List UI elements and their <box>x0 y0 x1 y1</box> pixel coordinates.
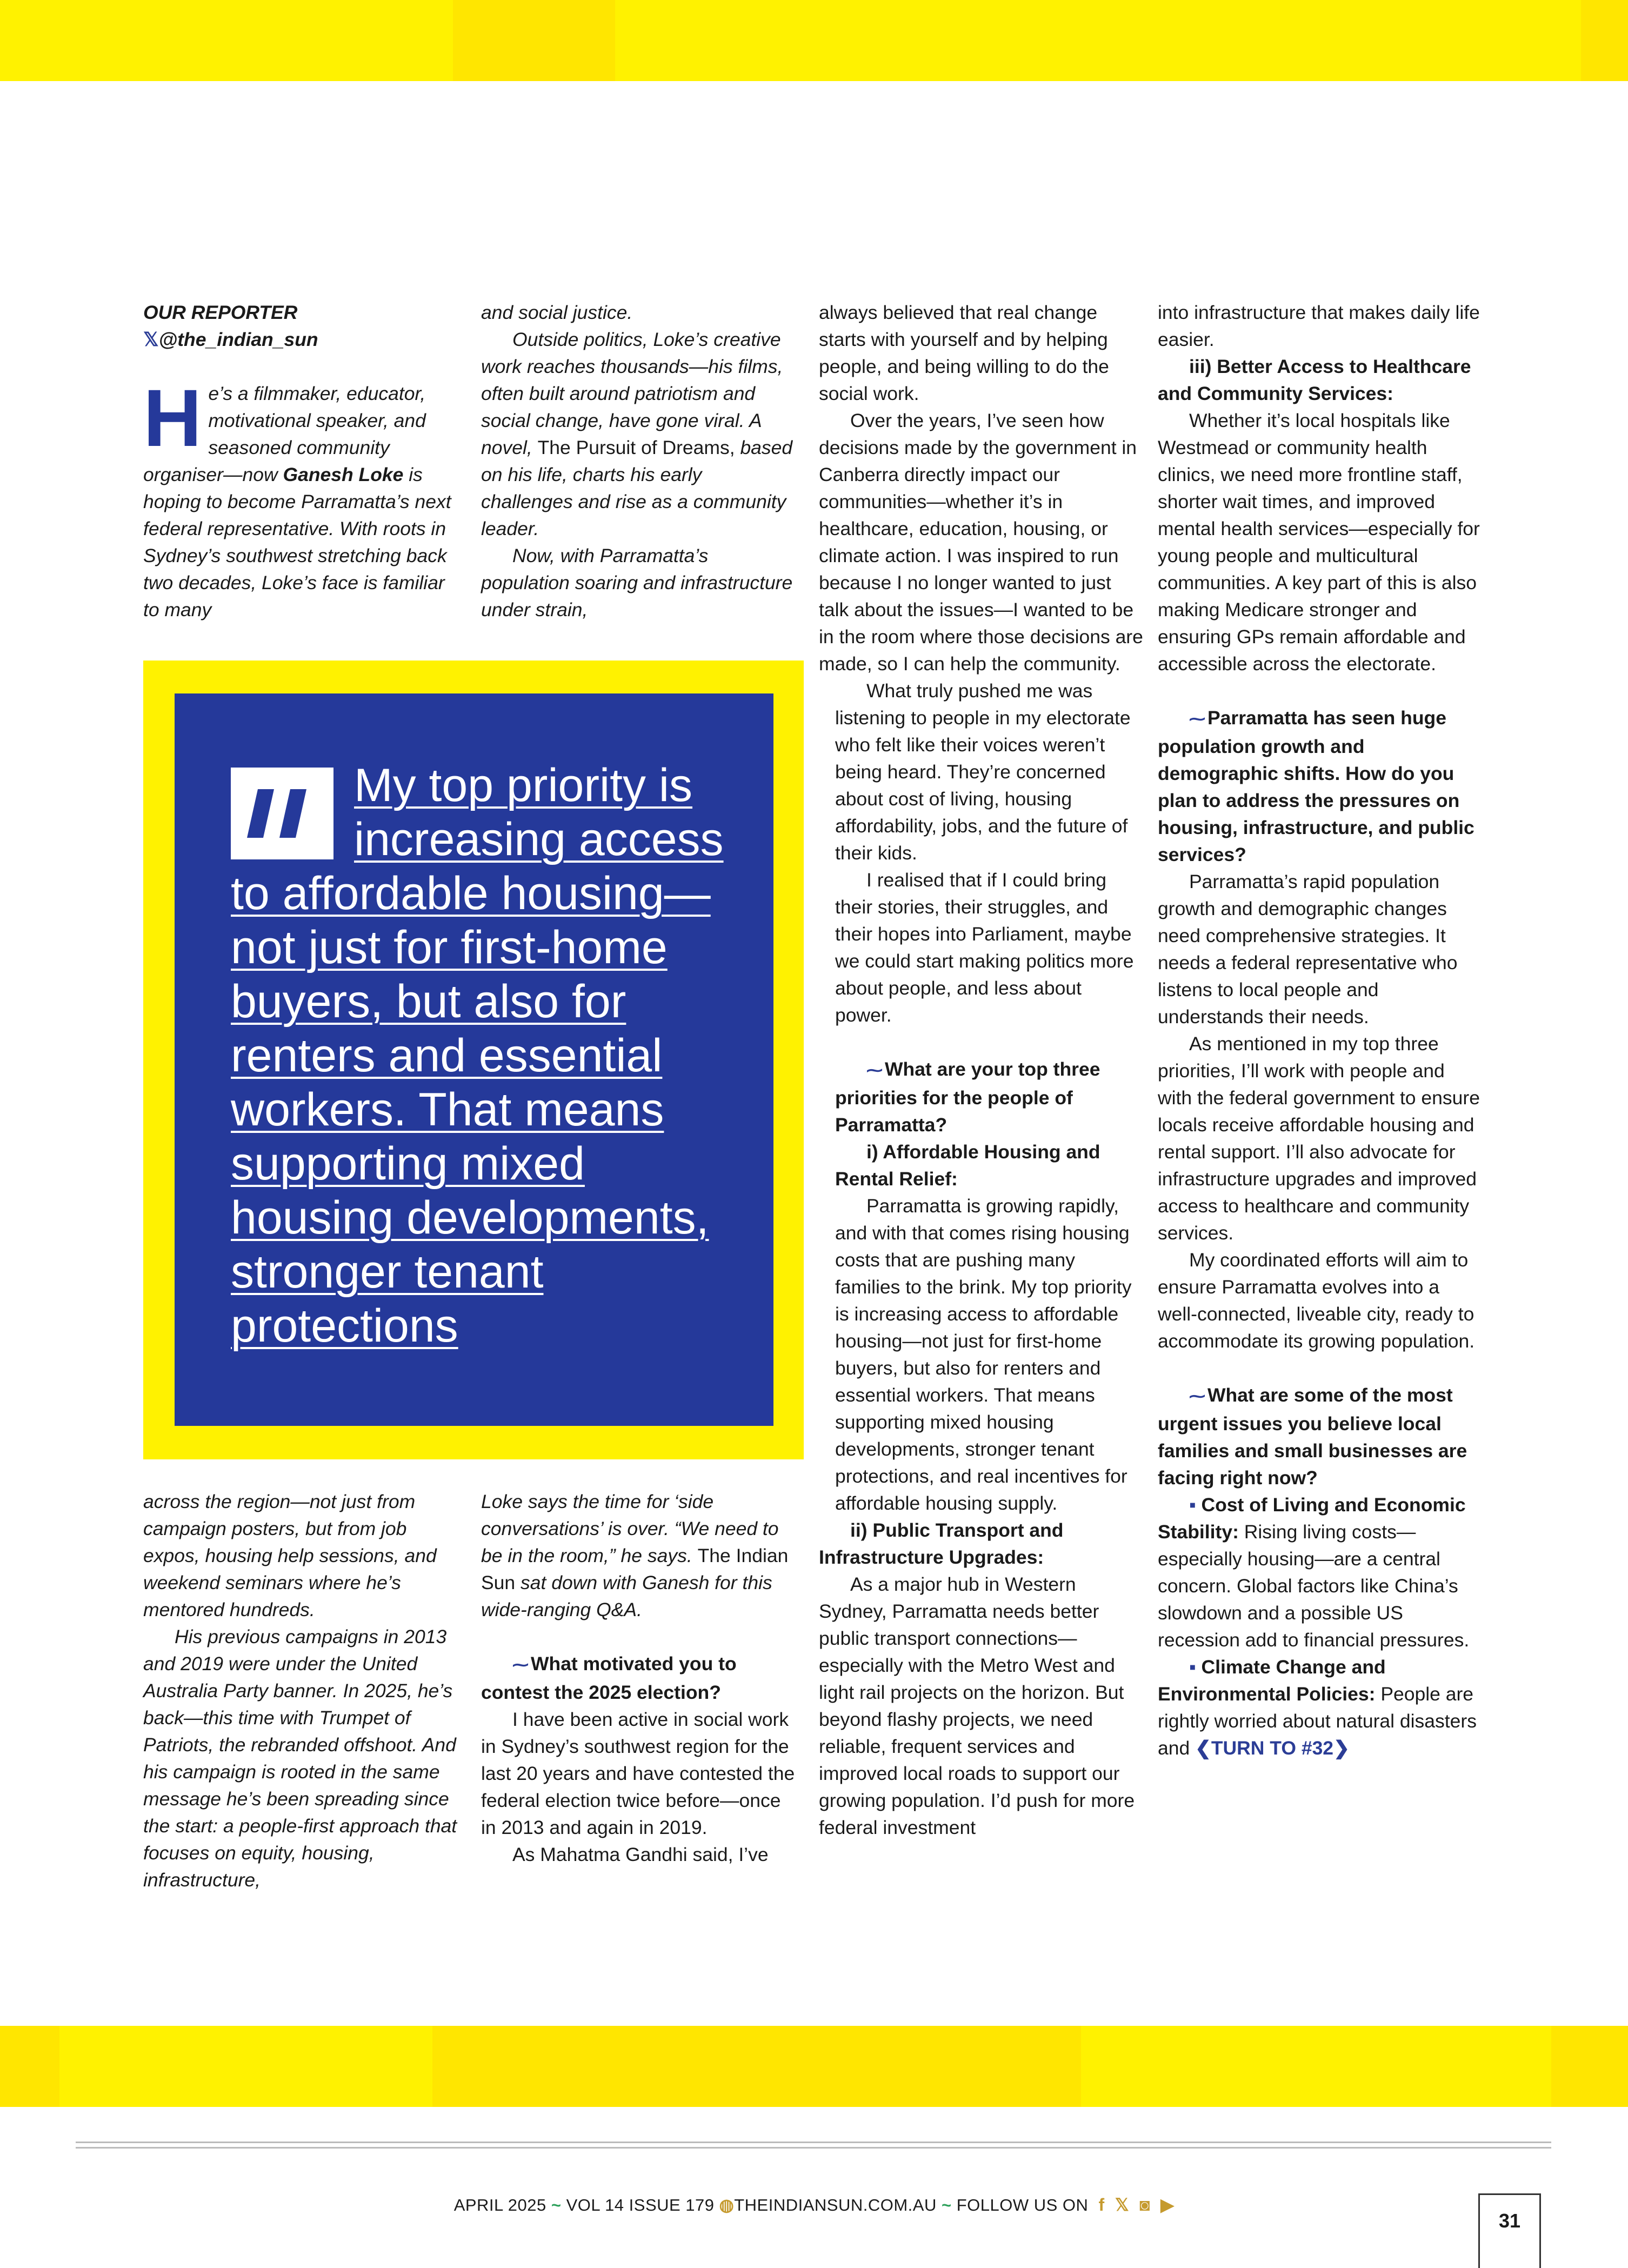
byline-label: OUR REPORTER <box>143 302 298 323</box>
byline-handle: 𝕏@the_indian_sun <box>143 329 318 350</box>
paragraph: Outside politics, Loke’s creative work reaches thousands—his films, often built around patriotism and social change, have gone viral. A novel, The Pursuit of Dreams, based on his life, charts his early challenges and rise as a community leader. <box>481 329 793 539</box>
wave-marker-icon: ⁓ <box>866 1062 883 1079</box>
paragraph: Whether it’s local hospitals like Westmead or community health clinics, we need more frontline staff, shorter wait times, and improved mental health services—especially for young people and multicultural communities. A key part of this is also making Medicare stronger and ensuring GPs remain affordable and accessible across the electorate. <box>1158 410 1480 675</box>
top-band-block <box>453 0 615 81</box>
column-2-bottom <box>481 1488 800 1868</box>
paragraph: Loke says the time for ‘side conversations’ is over. “We need to be in the room,” he says. The Indian Sun sat down with Ganesh for this wide-ranging Q&A. <box>481 1491 789 1620</box>
paragraph: As mentioned in my top three priorities, I’ll work with people and with the federal government to ensure locals receive affordable housing and rental support. I’ll also advocate for infrastructure upgrades and improved access to healthcare and community services. <box>1158 1033 1480 1244</box>
question-heading: ⁓ What are your top three priorities for the people of Parramatta? <box>835 1058 1100 1136</box>
subject-name: Ganesh Loke <box>283 464 404 485</box>
paragraph: Now, with Parramatta’s population soaring and infrastructure under strain, <box>481 545 793 621</box>
subheading: iii) Better Access to Healthcare and Community Services: <box>1158 356 1471 404</box>
page-footer <box>0 2194 1628 2215</box>
instagram-icon[interactable]: ◙ <box>1139 2195 1151 2214</box>
paragraph: always believed that real change starts with yourself and by helping people, and being willing to do the social work. <box>819 302 1109 404</box>
footer-rule <box>76 2142 1551 2143</box>
subheading: ii) Public Transport and Infrastructure Upgrades: <box>819 1519 1064 1568</box>
paragraph: As a major hub in Western Sydney, Parramatta needs better public transport connections—especially with the Metro West and light rail projects on the horizon. But beyond flashy projects, we need reliable, frequent services and improved local roads to support our growing population. I’d push for more federal investment <box>819 1573 1135 1838</box>
lede-paragraph: He’s a filmmaker, educator, motivational speaker, and seasoned community organiser—now Ganesh Loke is hoping to become Parramatta’s next federal representative. With roots in Sydney’s southwest stretching back two decades, Loke’s face is familiar to many <box>143 372 451 621</box>
paragraph: across the region—not just from campaign posters, but from job expos, housing help sessions, and weekend seminars where he’s mentored hundreds. <box>143 1491 437 1620</box>
wave-marker-icon: ⁓ <box>1189 1388 1205 1405</box>
x-icon[interactable]: 𝕏 <box>1115 2195 1130 2214</box>
paragraph: What truly pushed me was listening to people in my electorate who felt like their voices weren’t being heard. They’re concerned about cost of living, housing affordability, jobs, and the future of their kids. <box>835 680 1131 864</box>
question-heading: ⁓ What are some of the most urgent issues you believe local families and small businesses are facing right now? <box>1158 1384 1467 1489</box>
paragraph: and social justice. <box>481 302 633 323</box>
drop-cap: H <box>143 372 202 463</box>
bullet-item: ▪ Climate Change and Environmental Policies: People are rightly worried about natural disasters and ❮TURN TO #32❯ <box>1158 1656 1477 1759</box>
bottom-band-block <box>1551 2026 1628 2107</box>
question-heading: ⁓ Parramatta has seen huge population growth and demographic shifts. How do you plan to address the pressures on housing, infrastructure, and public services? <box>1158 707 1474 865</box>
bottom-band-block <box>432 2026 1081 2107</box>
paragraph: Parramatta is growing rapidly, and with that comes rising housing costs that are pushing many families to the brink. My top priority is increasing access to affordable housing—not just for first-home buyers, but also for renters and essential workers. That means supporting mixed housing developments, stronger tenant protections, and real incentives for affordable housing supply. <box>835 1195 1132 1514</box>
inset-text-block <box>819 677 1143 1517</box>
publication-name: The Indian Sun <box>481 1545 789 1593</box>
bullet-icon: ▪ <box>1189 1656 1202 1678</box>
paragraph: Over the years, I’ve seen how decisions made by the government in Canberra directly impact our communities—whether it’s in healthcare, education, housing, or climate action. I was inspired to run because I no longer wanted to just talk about the issues—I wanted to be in the room where those decisions are made, so I can help the community. <box>819 410 1143 675</box>
column-4 <box>1158 299 1482 1762</box>
page-number: 31 <box>1478 2193 1541 2268</box>
column-3 <box>819 299 1143 1841</box>
question-heading: ⁓ What motivated you to contest the 2025 election? <box>481 1653 737 1703</box>
paragraph: As Mahatma Gandhi said, I’ve <box>512 1844 769 1865</box>
turn-to-link[interactable]: ❮TURN TO #32❯ <box>1195 1737 1350 1759</box>
top-color-band <box>0 0 1628 81</box>
issue-date: APRIL 2025 <box>453 2196 546 2214</box>
globe-icon: ◍ <box>719 2196 735 2214</box>
pullquote-text: My top priority is increasing access to affordable housing—not just for first-home buyers, but also for renters and essential workers. That means supporting mixed housing developments, stronger tenant protections <box>231 759 724 1352</box>
paragraph: Parramatta’s rapid population growth and demographic changes need comprehensive strategies. It needs a federal representative who listens to local people and understands their needs. <box>1158 871 1458 1028</box>
paragraph: His previous campaigns in 2013 and 2019 were under the United Australia Party banner. In 2025, he’s back—this time with Trumpet of Patriots, the rebranded offshoot. And his campaign is rooted in the same message he’s been spreading since the start: a people-first approach that focuses on equity, housing, infrastructure, <box>143 1626 457 1891</box>
website-link[interactable]: THEINDIANSUN.COM.AU <box>734 2196 937 2214</box>
bullet-item: ▪ Cost of Living and Economic Stability: Rising living costs—especially housing—are a central concern. Global factors like China’s slowdown and a possible US recession add to financial pressures. <box>1158 1494 1470 1651</box>
wave-marker-icon: ~ <box>551 2196 562 2214</box>
top-band-block <box>1581 0 1628 81</box>
paragraph: I have been active in social work in Sydney’s southwest region for the last 20 years and have contested the federal election twice before—once in 2013 and again in 2019. <box>481 1709 795 1838</box>
wave-marker-icon: ⁓ <box>1189 710 1205 728</box>
paragraph: I realised that if I could bring their stories, their struggles, and their hopes into Parliament, maybe we could start making politics more about people, and less about power. <box>835 869 1134 1026</box>
column-1-top <box>143 299 451 623</box>
youtube-icon[interactable]: ▶ <box>1160 2195 1175 2214</box>
column-2-top <box>481 299 795 623</box>
x-icon: 𝕏 <box>143 329 159 350</box>
facebook-icon[interactable]: f <box>1098 2195 1105 2214</box>
follow-label: FOLLOW US ON <box>956 2196 1089 2214</box>
book-title: The Pursuit of Dreams, <box>537 437 735 458</box>
column-1-bottom <box>143 1488 459 1893</box>
wave-marker-icon: ⁓ <box>512 1656 529 1674</box>
paragraph: into infrastructure that makes daily life easier. <box>1158 302 1480 350</box>
bottom-color-band <box>0 2026 1628 2107</box>
wave-marker-icon: ~ <box>941 2196 952 2214</box>
issue-number: VOL 14 ISSUE 179 <box>566 2196 715 2214</box>
bottom-band-block <box>0 2026 59 2107</box>
footer-rule <box>76 2147 1551 2149</box>
paragraph: My coordinated efforts will aim to ensure Parramatta evolves into a well-connected, liveable city, ready to accommodate its growing population. <box>1158 1249 1475 1352</box>
subheading: i) Affordable Housing and Rental Relief: <box>835 1141 1100 1190</box>
bullet-icon: ▪ <box>1189 1494 1202 1516</box>
